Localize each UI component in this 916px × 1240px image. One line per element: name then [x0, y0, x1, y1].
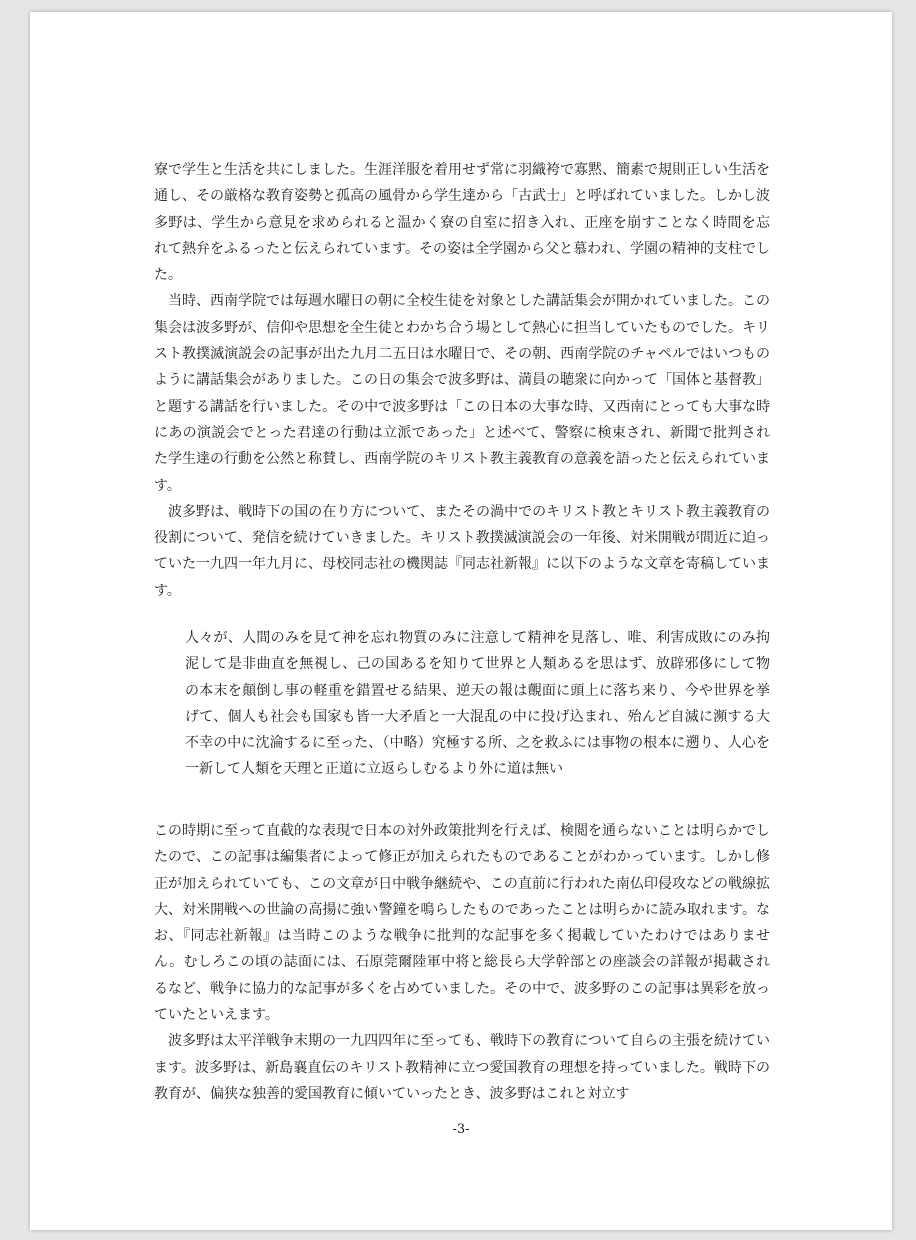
paragraph: 当時、西南学院では毎週水曜日の朝に全校生徒を対象とした講話集会が開かれていました。この集会は波多野が、信仰や思想を全生徒とわかち合う場として熱心に担当していたものでした。キリスト教撲滅演説会の記事が出た九月二五日は水曜日で、その朝、西南学院のチャペルではいつものように講話集会がありました。この日の集会で波多野は、満員の聴衆に向かって「国体と基督教」と題する講話を行いました。その中で波多野は「この日本の大事な時、又西南にとっても大事な時にあの演説会でとった君達の行動は立派であった」と述べて、警察に検束され、新聞で批判された学生達の行動を公然と称賛し、西南学院のキリスト教主義教育の意義を語ったと伝えられています。: [154, 293, 770, 494]
paragraph: この時期に至って直截的な表現で日本の対外政策批判を行えば、検閲を通らないことは明らかでしたので、この記事は編集者によって修正が加えられたものであることがわかっています。しかし修正が加えられていても、この文章が日中戦争継続や、この直前に行われた南仏印侵攻などの戦線拡大、対米開戦への世論の高揚に強い警鐘を鳴らしたものであったことは明らかに読み取れます。なお、『同志社新報』は当時このような戦争に批判的な記事を多く掲載していたわけではありません。むしろこの頃の誌面には、石原莞爾陸軍中将と総長ら大学幹部との座談会の詳報が掲載されるなど、戦争に協力的な記事が多くを占めていました。その中で、波多野のこの記事は異彩を放っていたといえます。: [154, 823, 770, 1024]
paragraph: 波多野は、戦時下の国の在り方について、またその渦中でのキリスト教とキリスト教主義教育の役割について、発信を続けていきました。キリスト教撲滅演説会の一年後、対米開戦が間近に迫っていた一九四一年九月に、母校同志社の機関誌『同志社新報』に以下のような文章を寄稿しています。: [154, 503, 770, 599]
quote-paragraph: 人々が、人間のみを見て神を忘れ物質のみに注意して精神を見落し、唯、利害成敗にのみ拘泥して是非曲直を無視し、己の国あるを知りて世界と人類あるを思はず、放辟邪侈にして物の本末を顛倒し事の軽重を錯置せる結果、逆天の報は覿面に頭上に落ち来り、今や世界を挙げて、個人も社会も国家も皆一大矛盾と一大混乱の中に投げ込まれ、殆んど自滅に瀕する大不幸の中に沈淪するに至った、（中略）究極する所、之を救ふには事物の根本に遡り、人心を一新して人類を天理と正道に立返らしむるより外に道は無い: [185, 630, 770, 778]
paragraph: 波多野は太平洋戦争末期の一九四四年に至っても、戦時下の教育について自らの主張を続けています。波多野は、新島襄直伝のキリスト教精神に立つ愛国教育の理想を持っていました。戦時下の教育が、偏狭な独善的愛国教育に傾いていったとき、波多野はこれと対立す: [154, 1033, 770, 1102]
page-number: -3-: [452, 1122, 470, 1137]
document-page: [30, 12, 892, 1230]
block-quote: [185, 625, 770, 783]
paragraph: 寮で学生と生活を共にしました。生涯洋服を着用せず常に羽織袴で寡黙、簡素で規則正しい生活を通し、その厳格な教育姿勢と孤高の風骨から学生達から「古武士」と呼ばれていました。しかし波多野は、学生から意見を求められると温かく寮の自室に招き入れ、正座を崩すことなく時間を忘れて熱弁をふるったと伝えられています。その姿は全学園から父と慕われ、学園の精神的支柱でした。: [154, 162, 770, 284]
body-text-block-2: [154, 818, 770, 1107]
body-text-block-1: [154, 157, 770, 604]
